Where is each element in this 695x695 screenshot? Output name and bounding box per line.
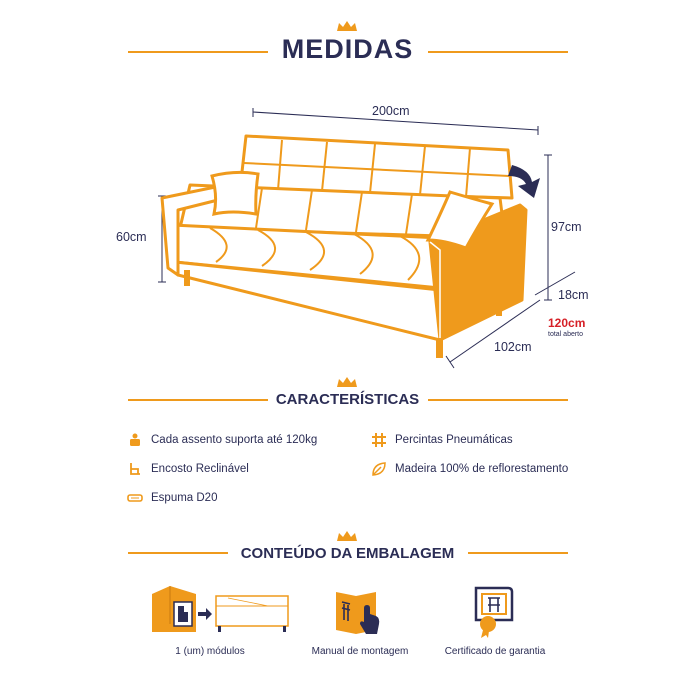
open-depth-note: total aberto: [548, 331, 584, 338]
feature-label: Cada assento suporta até 120kg: [151, 434, 318, 446]
page-title: MEDIDAS: [281, 34, 414, 64]
features-title: CARACTERÍSTICAS: [275, 391, 420, 408]
seat-height-dimension: 60cm: [116, 230, 147, 244]
crown-icon: [336, 530, 358, 542]
feature-item: [371, 432, 513, 448]
width-dimension: 200cm: [372, 104, 410, 118]
feature-item: [127, 461, 249, 477]
certificate-icon: [468, 586, 518, 638]
feature-item: [127, 490, 217, 506]
crown-icon: [336, 376, 358, 388]
leaf-icon: [371, 461, 387, 477]
webbing-icon: [371, 432, 387, 448]
feature-label: Encosto Reclinável: [151, 463, 249, 475]
feature-label: Madeira 100% de reflorestamento: [395, 463, 569, 475]
feature-item: [371, 461, 568, 477]
manual-icon: [334, 586, 384, 638]
feature-item: [127, 432, 317, 448]
recline-icon: [127, 461, 143, 477]
package-item-label: 1 (um) módulos: [175, 646, 245, 657]
total-height-dimension: 97cm: [551, 220, 582, 234]
weight-seat-icon: [127, 432, 143, 448]
depth-dimension: 102cm: [494, 340, 532, 354]
open-depth-dimension: 120cm: [548, 316, 586, 330]
recline-dimension: 18cm: [558, 288, 589, 302]
feature-label: Percintas Pneumáticas: [395, 434, 513, 446]
package-title: CONTEÚDO DA EMBALAGEM: [240, 545, 455, 562]
foam-icon: [127, 490, 143, 506]
package-item-label: Certificado de garantia: [444, 646, 546, 657]
package-item-label: Manual de montagem: [311, 646, 409, 657]
box-modules-icon: [148, 584, 294, 636]
feature-label: Espuma D20: [151, 492, 218, 504]
